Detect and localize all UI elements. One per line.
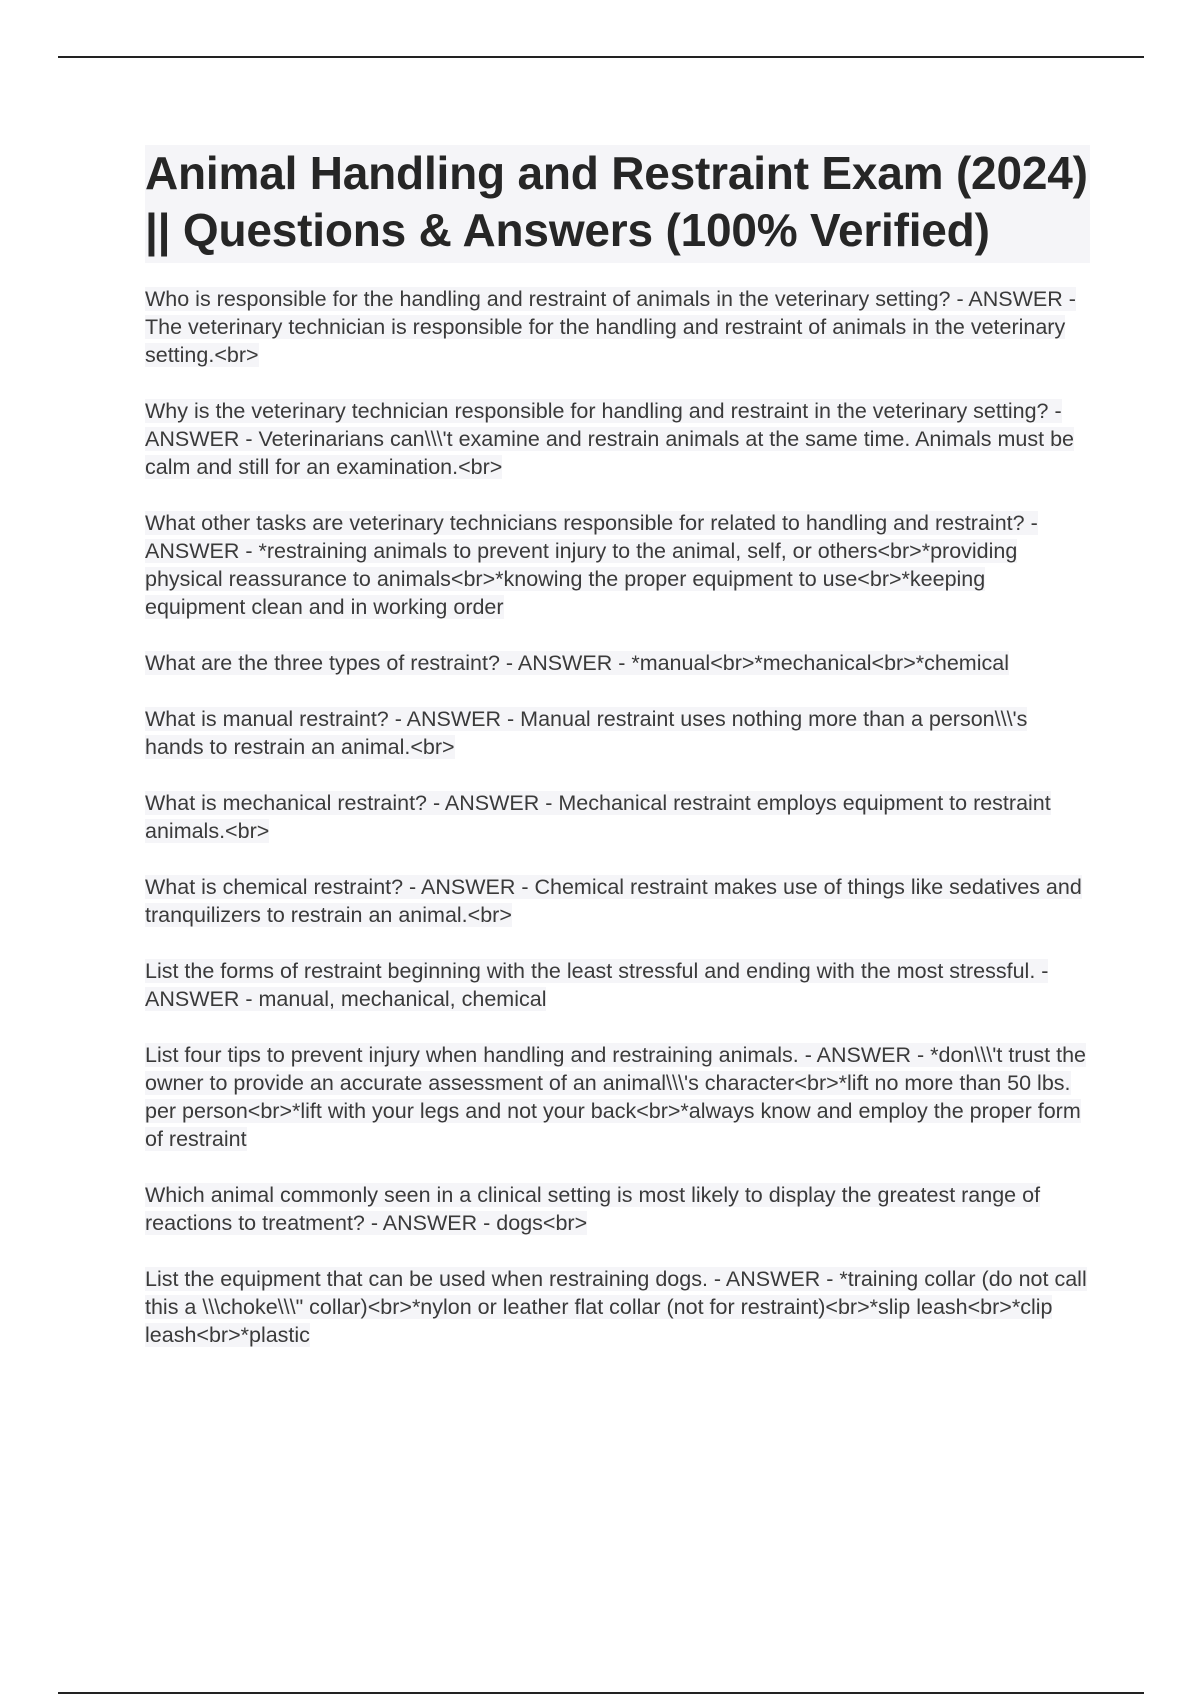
qa-text: What is manual restraint? - ANSWER - Manual restraint uses nothing more than a person\\\'s hands to restrain an animal.<br> <box>145 707 1028 759</box>
qa-text: List the forms of restraint beginning with the least stressful and ending with the most stressful. - ANSWER - manual, mechanical, chemical <box>145 959 1049 1011</box>
qa-item <box>145 397 1090 481</box>
qa-item <box>145 705 1090 761</box>
qa-item <box>145 873 1090 929</box>
qa-text: What are the three types of restraint? - ANSWER - *manual<br>*mechanical<br>*chemical <box>145 651 1009 675</box>
bottom-rule <box>58 1692 1144 1694</box>
qa-text: What is mechanical restraint? - ANSWER - Mechanical restraint employs equipment to restraint animals.<br> <box>145 791 1051 843</box>
qa-item <box>145 789 1090 845</box>
qa-item <box>145 285 1090 369</box>
qa-text: Why is the veterinary technician responsible for handling and restraint in the veterinary setting? - ANSWER - Veterinarians can\\\'t examine and restrain animals at the same time. Animals must be calm and still for an examination.<br> <box>145 399 1074 479</box>
top-rule <box>58 56 1144 58</box>
qa-item <box>145 1041 1090 1153</box>
document-title: Animal Handling and Restraint Exam (2024) || Questions & Answers (100% Verified) <box>145 145 1090 263</box>
qa-text: What other tasks are veterinary technicians responsible for related to handling and restraint? - ANSWER - *restraining animals to prevent injury to the animal, self, or others<br>*providing physical reassurance to animals<br>*knowing the proper equipment to use<br>*keeping equipment clean and in working order <box>145 511 1038 619</box>
qa-text: Which animal commonly seen in a clinical setting is most likely to display the greatest range of reactions to treatment? - ANSWER - dogs<br> <box>145 1183 1041 1235</box>
qa-item <box>145 1265 1090 1349</box>
qa-text: List the equipment that can be used when restraining dogs. - ANSWER - *training collar (do not call this a \\\choke\\\" collar)<br>*nylon or leather flat collar (not for restraint)<br>*slip leash<br>*clip leash<br>*plastic <box>145 1267 1087 1347</box>
qa-list <box>145 285 1090 1349</box>
qa-text: What is chemical restraint? - ANSWER - Chemical restraint makes use of things like sedatives and tranquilizers to restrain an animal.<br> <box>145 875 1082 927</box>
qa-item <box>145 509 1090 621</box>
qa-item <box>145 957 1090 1013</box>
qa-item <box>145 649 1090 677</box>
qa-item <box>145 1181 1090 1237</box>
document-body <box>145 145 1090 1377</box>
qa-text: Who is responsible for the handling and restraint of animals in the veterinary setting? - ANSWER - The veterinary technician is responsible for the handling and restraint of animals in the veterinary setting.<br> <box>145 287 1076 367</box>
qa-text: List four tips to prevent injury when handling and restraining animals. - ANSWER - *don\\\'t trust the owner to provide an accurate assessment of an animal\\\'s character<br>*lift no more than 50 lbs. per person<br>*lift with your legs and not your back<br>*always know and employ the proper form of restraint <box>145 1043 1087 1151</box>
